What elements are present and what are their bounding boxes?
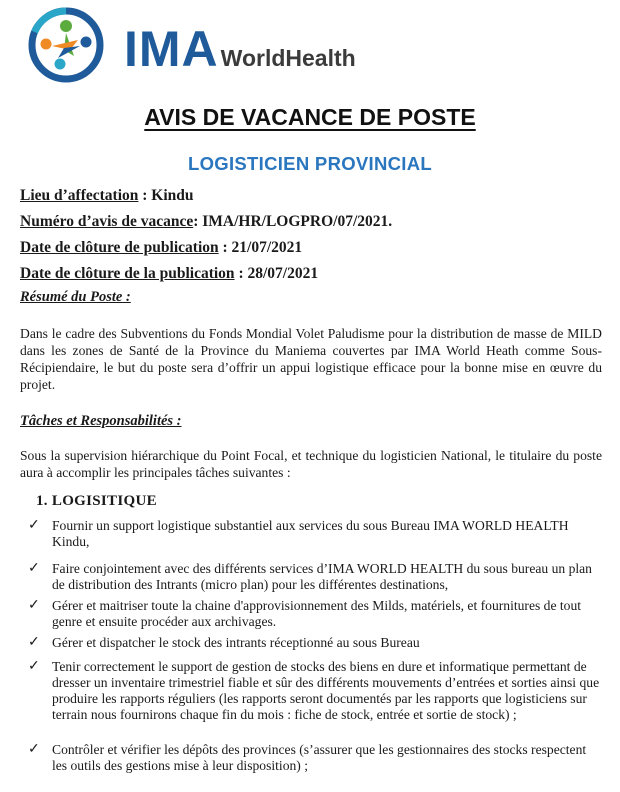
checkmark-icon: ✓ <box>28 518 40 533</box>
logo-text-worldhealth: WorldHealth <box>220 45 356 71</box>
resume-heading: Résumé du Poste : <box>20 289 131 305</box>
section-logistique-heading: 1. LOGISITIQUE <box>36 493 157 509</box>
field-numero <box>20 213 392 231</box>
taches-paragraph: Sous la supervision hiérarchique du Point Focal, et technique du logisticien National, le titulaire du poste aura à accomplir les principales tâches suivantes : <box>20 448 602 480</box>
job-title: LOGISTICIEN PROVINCIAL <box>187 153 433 174</box>
page-title: AVIS DE VACANCE DE POSTE <box>144 104 476 130</box>
field-value: : 28/07/2021 <box>234 265 319 282</box>
list-item-text: Gérer et dispatcher le stock des intrants réceptionné au sous Bureau <box>52 635 420 650</box>
taches-heading: Tâches et Responsabilités : <box>20 413 182 429</box>
field-label: Numéro d’avis de vacance <box>20 213 194 230</box>
field-value: : IMA/HR/LOGPRO/07/2021. <box>193 213 393 230</box>
ima-people-circle-icon <box>20 6 112 84</box>
list-item-text: Tenir correctement le support de gestion de stocks des biens en dure et informatique permettant de dresser un inventaire trimestriel fiable et sûr des différents mouvements d’entrées et sorties ainsi que produire les rapports réguliers (les rapports seront documentés par les rapports que logisticiens sur terrain nous fournirons chaque fin du mois : fiche de stock, entrée et sortie de stock) ; <box>52 659 600 722</box>
checkmark-icon: ✓ <box>28 659 40 674</box>
list-item-text: Faire conjointement avec des différents services d’IMA WORLD HEALTH du sous bureau un plan de distribution des Intrants (micro plan) pour les différentes destinations, <box>52 561 592 592</box>
list-item-text: Contrôler et vérifier les dépôts des provinces (s’assurer que les gestionnaires des stocks respectent les outils des gestions mise à leur disposition) ; <box>52 742 587 773</box>
field-value: : 21/07/2021 <box>218 239 303 256</box>
resume-paragraph: Dans le cadre des Subventions du Fonds Mondial Volet Paludisme pour la distribution de masse de MILD dans les zones de Santé de la Province du Maniema couvertes par IMA World Heath comme Sous-Récipiendaire, le but du poste sera d’offrir un appui logistique efficace pour la bonne mise en œuvre du projet. <box>20 326 602 392</box>
list-item-text: Gérer et maitriser toute la chaine d'approvisionnement des Milds, matériels, et fournitures de tout genre et ensuite procéder aux archivages. <box>52 598 582 629</box>
checkmark-icon: ✓ <box>28 742 40 757</box>
field-label: Date de clôture de la publication <box>20 265 235 282</box>
field-date-cloture-publication <box>20 265 318 283</box>
field-label: Lieu d’affectation <box>20 187 139 204</box>
checkmark-icon: ✓ <box>28 598 40 613</box>
list-item-text: Fournir un support logistique substantiel aux services du sous Bureau IMA WORLD HEALTH Kindu, <box>52 518 569 549</box>
logo-text-ima: IMA <box>124 21 219 77</box>
field-date-cloture <box>20 239 302 257</box>
field-label: Date de clôture de publication <box>20 239 219 256</box>
field-value: : Kindu <box>138 187 194 204</box>
ima-world-health-logo <box>20 6 410 84</box>
field-lieu <box>20 187 194 205</box>
checkmark-icon: ✓ <box>28 561 40 576</box>
checkmark-icon: ✓ <box>28 635 40 650</box>
